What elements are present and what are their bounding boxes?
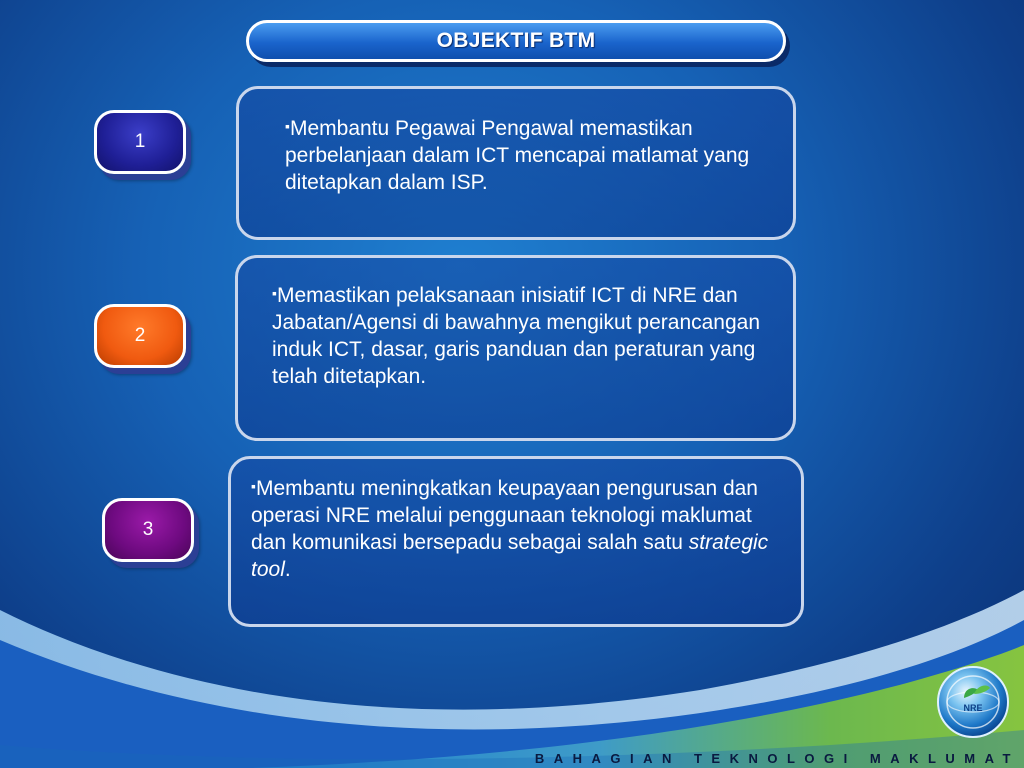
step-3-italic-text: strategic tool [251,531,769,581]
step-3-card [228,456,804,627]
step-3-text-end: . [284,558,291,581]
logo-label: NRE [963,703,983,713]
step-3-number: 3 [142,519,154,540]
step-1-text: Membantu Pegawai Pengawal memastikan perbelanjaan dalam ICT mencapai matlamat yang ditetapkan dalam ISP. [285,117,750,194]
step-1-card [236,86,796,240]
page-title: OBJEKTIF BTM [436,29,596,52]
bullet-icon: ▪ [285,118,290,134]
step-2-badge[interactable] [94,304,186,368]
bullet-icon: ▪ [251,478,256,494]
step-2-text: Memastikan pelaksanaan inisiatif ICT di NRE dan Jabatan/Agensi di bawahnya mengikut perancangan induk ICT, dasar, garis panduan dan peraturan yang telah ditetapkan. [272,284,761,388]
step-2-card [235,255,796,441]
step-1-number: 1 [134,131,146,152]
bullet-icon: ▪ [272,285,277,301]
footer-department: BAHAGIAN TEKNOLOGI MAKLUMAT [534,751,1020,766]
step-3-text: Membantu meningkatkan keupayaan pengurusan dan operasi NRE melalui penggunaan teknologi maklumat dan komunikasi bersepadu sebagai salah satu [251,477,758,554]
nre-globe-logo-icon [934,664,1012,740]
title-banner [246,20,786,62]
step-3-badge[interactable] [102,498,194,562]
step-2-number: 2 [134,325,146,346]
step-1-badge[interactable] [94,110,186,174]
